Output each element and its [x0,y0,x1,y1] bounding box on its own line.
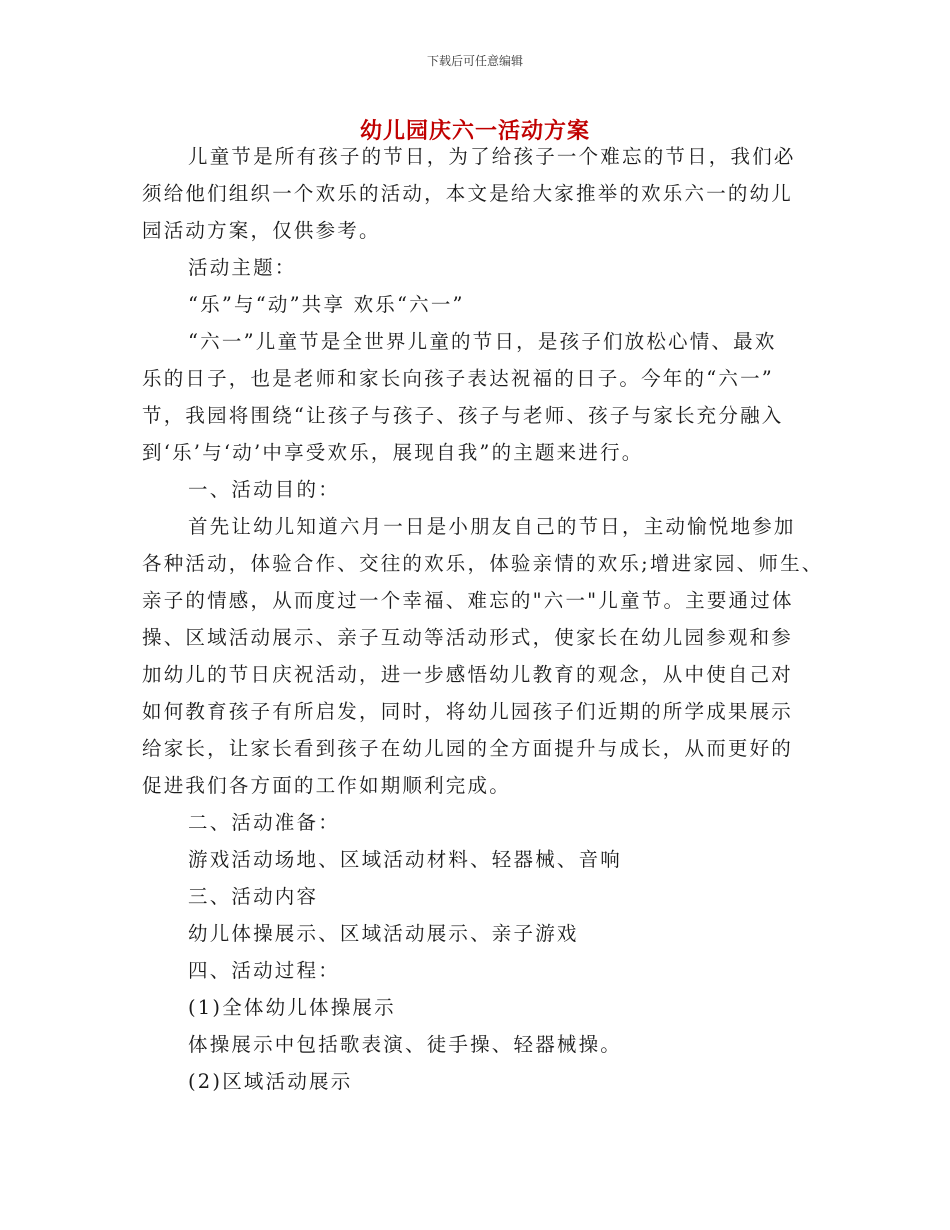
paragraph-line: 体操展示中包括歌表演、徒手操、轻器械操。 [188,1033,623,1056]
paragraph-line: 须给他们组织一个欢乐的活动，本文是给大家推举的欢乐六一的幼儿 [142,182,794,205]
paragraph-line: 加幼儿的节日庆祝活动，进一步感悟幼儿教育的观念，从中使自己对 [142,663,794,686]
paragraph-line: 幼儿体操展示、区域活动展示、亲子游戏 [188,922,579,945]
paragraph-line: 首先让幼儿知道六月一日是小朋友自己的节日，主动愉悦地参加 [188,515,796,538]
paragraph-line: 给家长，让家长看到孩子在幼儿园的全方面提升与成长，从而更好的 [142,737,794,760]
paragraph-line: 操、区域活动展示、亲子互动等活动形式，使家长在幼儿园参观和参 [142,626,794,649]
paragraph-line: 如何教育孩子有所启发，同时，将幼儿园孩子们近期的所学成果展示 [142,700,794,723]
document-title: 幼儿园庆六一活动方案 [359,118,590,144]
theme-line: “乐”与“动”共享 欢乐“六一” [188,293,465,316]
section-heading: 四、活动过程： [188,959,340,982]
page-header-note: 下载后可任意编辑 [426,54,523,68]
subsection-heading: (1)全体幼儿体操展示 [188,996,396,1019]
section-label: 活动主题： [188,256,297,279]
paragraph-line: 游戏活动场地、区域活动材料、轻器械、音响 [188,848,623,871]
subsection-heading: (2)区域活动展示 [188,1070,353,1093]
section-heading: 二、活动准备： [188,811,340,834]
paragraph-line: 到‘乐’与‘动’中享受欢乐，展现自我”的主题来进行。 [142,441,644,464]
section-heading: 三、活动内容 [188,885,319,908]
document-body [142,138,832,1100]
paragraph-line: 各种活动，体验合作、交往的欢乐，体验亲情的欢乐;增进家园、师生、 [142,552,824,575]
paragraph-line: 节，我园将围绕“让孩子与孩子、孩子与老师、孩子与家长充分融入 [142,404,784,427]
paragraph-line: 乐的日子，也是老师和家长向孩子表达祝福的日子。今年的“六一” [142,367,774,390]
paragraph-line: 园活动方案，仅供参考。 [142,219,381,242]
paragraph-line: 儿童节是所有孩子的节日，为了给孩子一个难忘的节日，我们必 [188,145,796,168]
section-heading: 一、活动目的： [188,478,340,501]
paragraph-line: “六一”儿童节是全世界儿童的节日，是孩子们放松心情、最欢 [188,330,777,353]
paragraph-line: 亲子的情感，从而度过一个幸福、难忘的"六一"儿童节。主要通过体 [142,589,794,612]
paragraph-line: 促进我们各方面的工作如期顺利完成。 [142,774,511,797]
